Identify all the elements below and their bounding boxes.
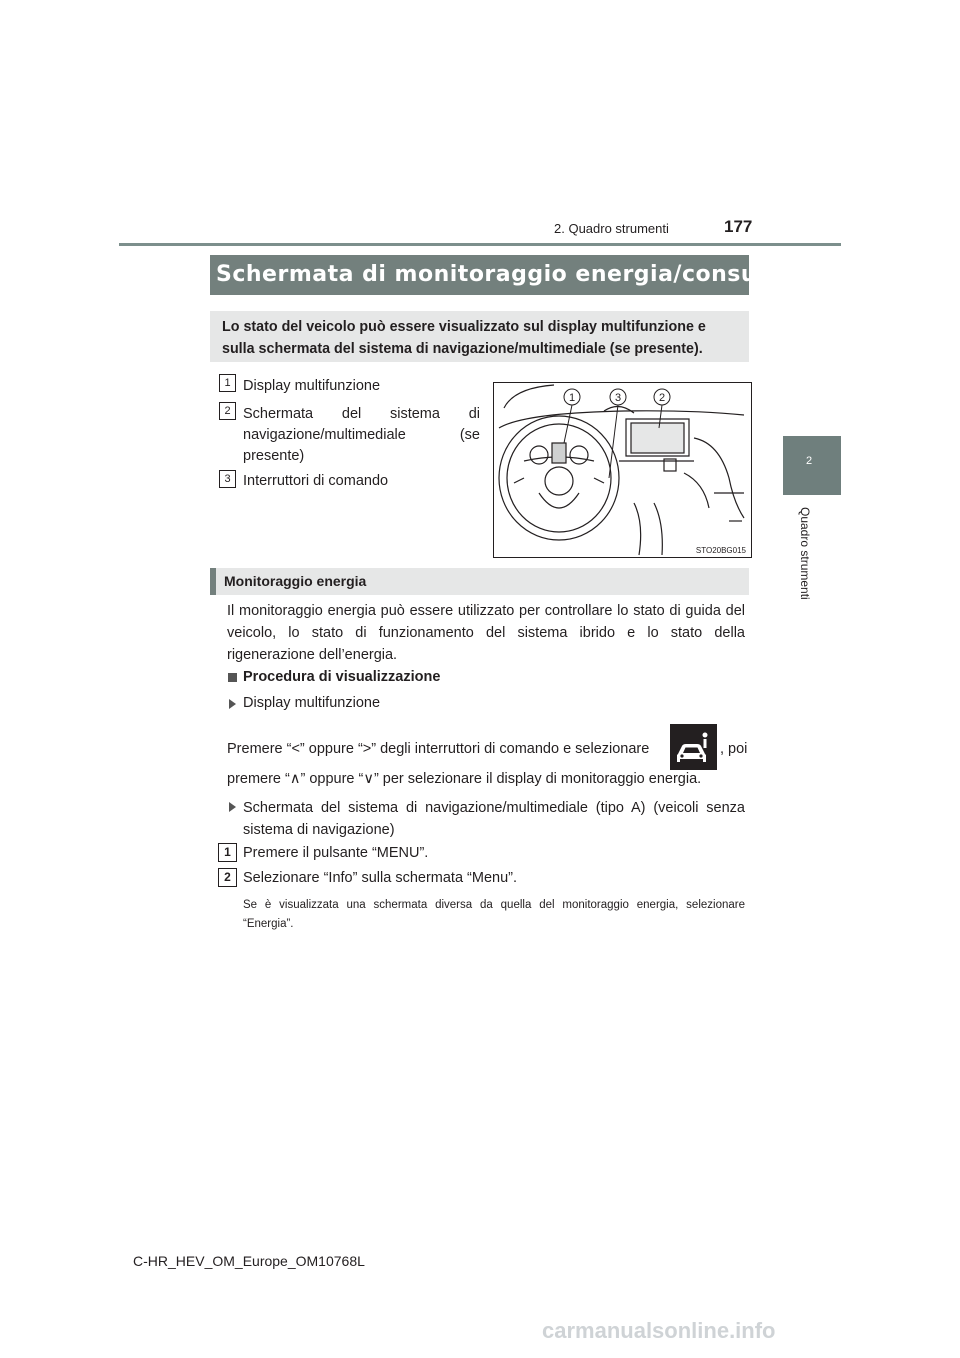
nav-heading: Schermata del sistema di navigazione/multimediale (tipo A) (veicoli senza sistema di navigazione) [243,800,745,838]
step-number: 2 [218,868,237,887]
item-text: Display multifunzione [243,378,381,394]
dashboard-illustration [493,382,752,558]
procedure-heading: Procedura di visualizzazione [243,669,441,685]
item-badge: 1 [219,374,236,392]
subsection-title: Monitoraggio energia [224,573,367,589]
press-text-1-tail: , poi [720,741,748,757]
square-bullet-icon [228,673,237,682]
intro-text: Lo stato del veicolo può essere visualizzato sul display multifunzione e sulla schermata del sistema di navigazione/multimediale (se presente). [222,319,706,357]
illustration-code: STO20BG015 [695,546,746,555]
step-text: Selezionare “Info” sulla schermata “Menu”. [243,870,518,886]
press-text-1: Premere “<” oppure “>” degli interruttori di comando e selezionare [227,741,650,757]
triangle-bullet-icon [229,802,236,812]
step-number: 1 [218,843,237,862]
page-number: 177 [724,217,753,236]
section-title: Schermata di monitoraggio energia/consumi [216,262,789,287]
callout-2: 2 [658,392,666,404]
note-text: Se è visualizzata una schermata diversa da quella del monitoraggio energia, selezionare “Energia”. [243,899,745,930]
callout-1: 1 [568,392,576,404]
step-text: Premere il pulsante “MENU”. [243,845,429,861]
press-text-2: premere “∧” oppure “∨” per selezionare il display di monitoraggio energia. [227,771,702,787]
footer-code: C-HR_HEV_OM_Europe_OM10768L [133,1253,365,1269]
vehicle-info-icon [670,724,717,770]
item-badge: 3 [219,470,236,488]
display-heading: Display multifunzione [243,695,381,711]
dashboard-drawing [494,383,751,557]
chapter-title: 2. Quadro strumenti [554,221,669,236]
item-badge: 2 [219,402,236,420]
triangle-bullet-icon [229,699,236,709]
item-text: Interruttori di comando [243,473,389,489]
header-rule [119,243,841,246]
energy-paragraph: Il monitoraggio energia può essere utilizzato per controllare lo stato di guida del veicolo, lo stato di funzionamento del sistema ibrido e lo stato della rigenerazione dell’energia. [227,603,745,663]
subsection-bar [210,568,216,595]
callout-3: 3 [614,392,622,404]
footer-watermark: carmanualsonline.info [542,1318,776,1343]
side-tab-number: 2 [806,455,813,467]
item-text: Schermata del sistema di navigazione/multimediale (se presente) [243,406,480,464]
side-tab-label: Quadro strumenti [798,507,812,600]
